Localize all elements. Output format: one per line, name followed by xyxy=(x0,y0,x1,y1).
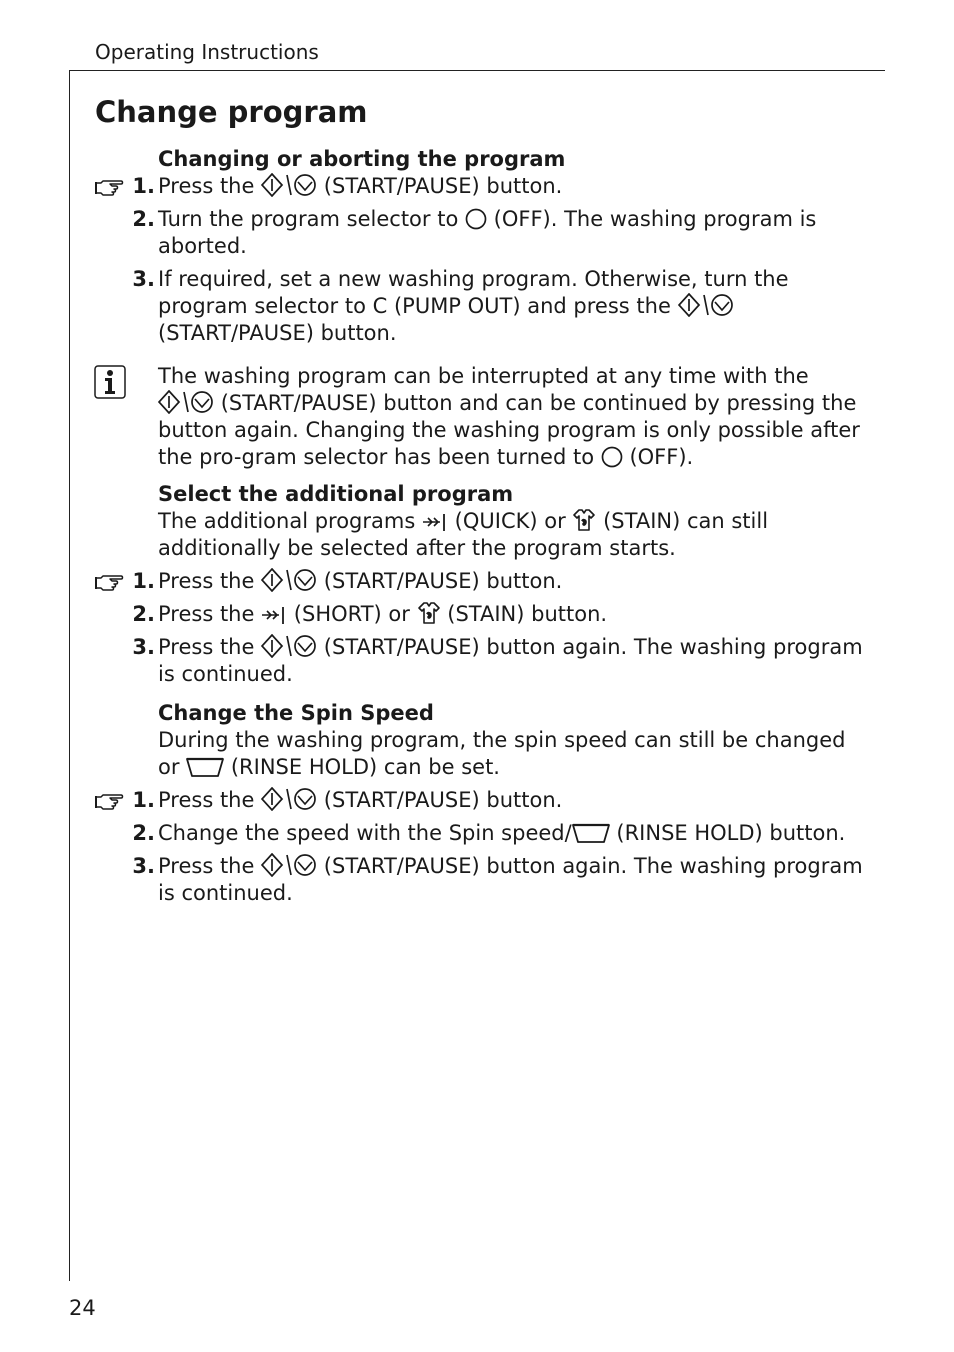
pointing-hand-icon xyxy=(94,791,124,811)
step-text: If required, set a new washing program. Otherwise, turn the program selector to C (PUMP OUT) and press the xyxy=(158,267,789,318)
rinse-hold-tub-icon xyxy=(572,822,610,844)
intro-text: (RINSE HOLD) can be set. xyxy=(230,755,500,779)
start-pause-icon xyxy=(678,293,734,317)
section-spin-speed xyxy=(132,700,864,907)
section-intro xyxy=(158,727,864,781)
step-text: (START/PAUSE) button again. The washing program is continued. xyxy=(158,854,863,905)
step-2 xyxy=(132,206,864,260)
sub-heading-spin: Change the Spin Speed xyxy=(158,701,434,725)
intro-text: During the washing program, the spin speed can still be changed or xyxy=(158,728,846,779)
step-text: (RINSE HOLD) button. xyxy=(616,821,846,845)
step-3 xyxy=(132,266,864,347)
quick-arrow-icon xyxy=(422,512,448,532)
off-circle-icon xyxy=(601,446,623,468)
step-text: Press the xyxy=(158,602,255,626)
step-text: (STAIN) button. xyxy=(447,602,608,626)
step-text: Press the xyxy=(158,635,255,659)
start-pause-icon xyxy=(261,568,317,592)
intro-text: (STAIN) can still additionally be selected after the program starts. xyxy=(158,509,769,560)
section-intro xyxy=(158,508,864,562)
step-number: 2. xyxy=(132,207,155,231)
info-text: (START/PAUSE) button and can be continued by pressing the button again. Changing the washing program is only possible after the pro-gram selector has been turned to xyxy=(158,391,860,469)
step-number: 3. xyxy=(132,635,155,659)
step-2 xyxy=(132,820,864,847)
start-pause-icon xyxy=(261,787,317,811)
intro-text: (QUICK) or xyxy=(454,509,566,533)
quick-arrow-icon xyxy=(261,605,287,625)
sub-heading-additional: Select the additional program xyxy=(158,482,514,506)
step-text: Turn the program selector to xyxy=(158,207,459,231)
section-additional-program xyxy=(132,481,864,688)
step-text: (OFF). The washing program is aborted. xyxy=(158,207,817,258)
running-header: Operating Instructions xyxy=(95,40,319,64)
step-number: 1. xyxy=(132,569,155,593)
step-text: (SHORT) or xyxy=(293,602,410,626)
page-number: 24 xyxy=(69,1296,96,1320)
stain-shirt-icon xyxy=(417,601,441,625)
pointing-hand-icon xyxy=(94,572,124,592)
step-number: 2. xyxy=(132,821,155,845)
content xyxy=(132,146,864,919)
step-number: 3. xyxy=(132,854,155,878)
sub-heading-changing: Changing or aborting the program xyxy=(158,147,566,171)
start-pause-icon xyxy=(261,634,317,658)
step-1 xyxy=(132,787,864,814)
start-pause-icon xyxy=(158,390,214,414)
step-text: (START/PAUSE) button. xyxy=(158,321,397,345)
step-text: Press the xyxy=(158,788,255,812)
step-2 xyxy=(132,601,864,628)
step-text: Press the xyxy=(158,174,255,198)
step-text: (START/PAUSE) button. xyxy=(323,788,563,812)
step-number: 1. xyxy=(132,174,155,198)
stain-shirt-icon xyxy=(572,508,596,532)
start-pause-icon xyxy=(261,173,317,197)
step-number: 3. xyxy=(132,267,155,291)
section-changing-program xyxy=(132,146,864,347)
step-text: (START/PAUSE) button. xyxy=(323,569,563,593)
off-circle-icon xyxy=(465,208,487,230)
step-3 xyxy=(132,853,864,907)
info-note xyxy=(158,363,864,471)
header-rule xyxy=(69,70,885,71)
step-text: Press the xyxy=(158,569,255,593)
page-title: Change program xyxy=(95,95,368,129)
step-text: (START/PAUSE) button. xyxy=(323,174,563,198)
pointing-hand-icon xyxy=(94,177,124,197)
step-1 xyxy=(132,173,864,200)
info-text: The washing program can be interrupted at any time with the xyxy=(158,364,809,388)
start-pause-icon xyxy=(261,853,317,877)
step-text: Press the xyxy=(158,854,255,878)
margin-rule xyxy=(69,70,70,1281)
intro-text: The additional programs xyxy=(158,509,416,533)
step-text: Change the speed with the Spin speed/ xyxy=(158,821,572,845)
rinse-hold-tub-icon xyxy=(186,756,224,778)
step-1 xyxy=(132,568,864,595)
info-icon xyxy=(94,365,126,399)
step-number: 1. xyxy=(132,788,155,812)
step-3 xyxy=(132,634,864,688)
info-text: (OFF). xyxy=(629,445,694,469)
step-number: 2. xyxy=(132,602,155,626)
step-text: (START/PAUSE) button again. The washing program is continued. xyxy=(158,635,863,686)
